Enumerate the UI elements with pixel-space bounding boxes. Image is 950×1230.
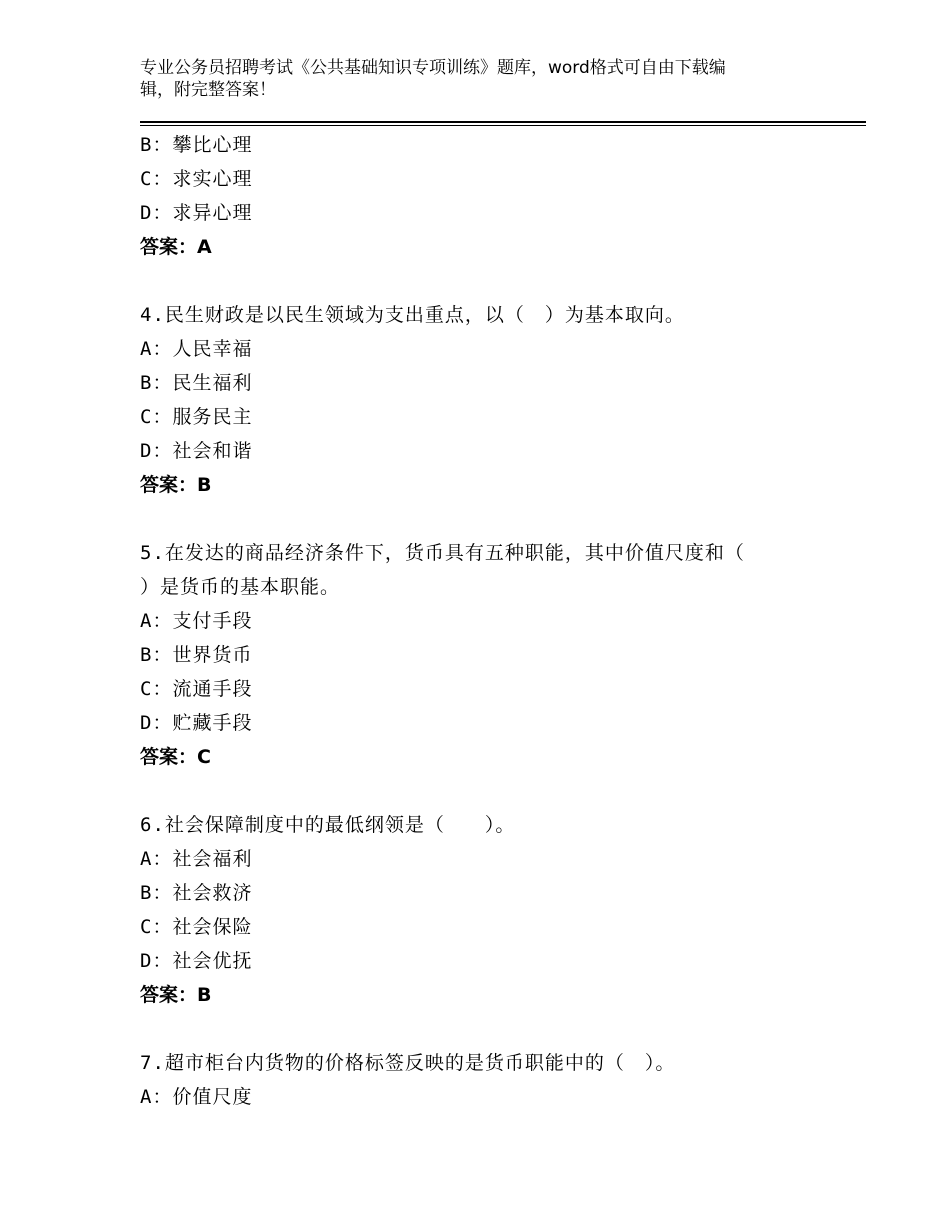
answer-label: 答案：C <box>140 746 211 768</box>
question-list <box>140 128 840 1114</box>
option-c: C：流通手段 <box>140 678 253 700</box>
option-b: B：攀比心理 <box>140 134 253 156</box>
question-stem-continued: ）是货币的基本职能。 <box>140 576 341 598</box>
question-3-continued <box>140 128 840 264</box>
header-rule-thick <box>140 121 866 123</box>
question-stem: 6.社会保障制度中的最低纲领是（ ）。 <box>140 814 516 836</box>
option-c: C：求实心理 <box>140 168 253 190</box>
option-c: C：服务民主 <box>140 406 253 428</box>
option-b: B：民生福利 <box>140 372 253 394</box>
question-5 <box>140 536 840 774</box>
option-d: D：社会优抚 <box>140 950 253 972</box>
header-rule-thin <box>140 125 866 126</box>
answer-label: 答案：B <box>140 984 212 1006</box>
question-stem: 4.民生财政是以民生领域为支出重点，以（ ）为基本取向。 <box>140 304 685 326</box>
question-4 <box>140 298 840 502</box>
question-stem: 5.在发达的商品经济条件下，货币具有五种职能，其中价值尺度和（ <box>140 542 745 564</box>
question-stem: 7.超市柜台内货物的价格标签反映的是货币职能中的（ ）。 <box>140 1052 676 1074</box>
answer-label: 答案：B <box>140 474 212 496</box>
option-d: D：求异心理 <box>140 202 253 224</box>
header-line-2: 辑，附完整答案！ <box>140 80 276 100</box>
header-line-1: 专业公务员招聘考试《公共基础知识专项训练》题库，word格式可自由下载编 <box>140 58 726 78</box>
option-b: B：社会救济 <box>140 882 253 904</box>
option-d: D：贮藏手段 <box>140 712 253 734</box>
option-a: A：人民幸福 <box>140 338 253 360</box>
option-d: D：社会和谐 <box>140 440 253 462</box>
option-a: A：社会福利 <box>140 848 253 870</box>
option-c: C：社会保险 <box>140 916 253 938</box>
option-a: A：支付手段 <box>140 610 253 632</box>
option-b: B：世界货币 <box>140 644 253 666</box>
question-6 <box>140 808 840 1012</box>
option-a: A：价值尺度 <box>140 1086 253 1108</box>
question-7 <box>140 1046 840 1114</box>
answer-label: 答案：A <box>140 236 212 258</box>
page-header <box>140 57 790 101</box>
